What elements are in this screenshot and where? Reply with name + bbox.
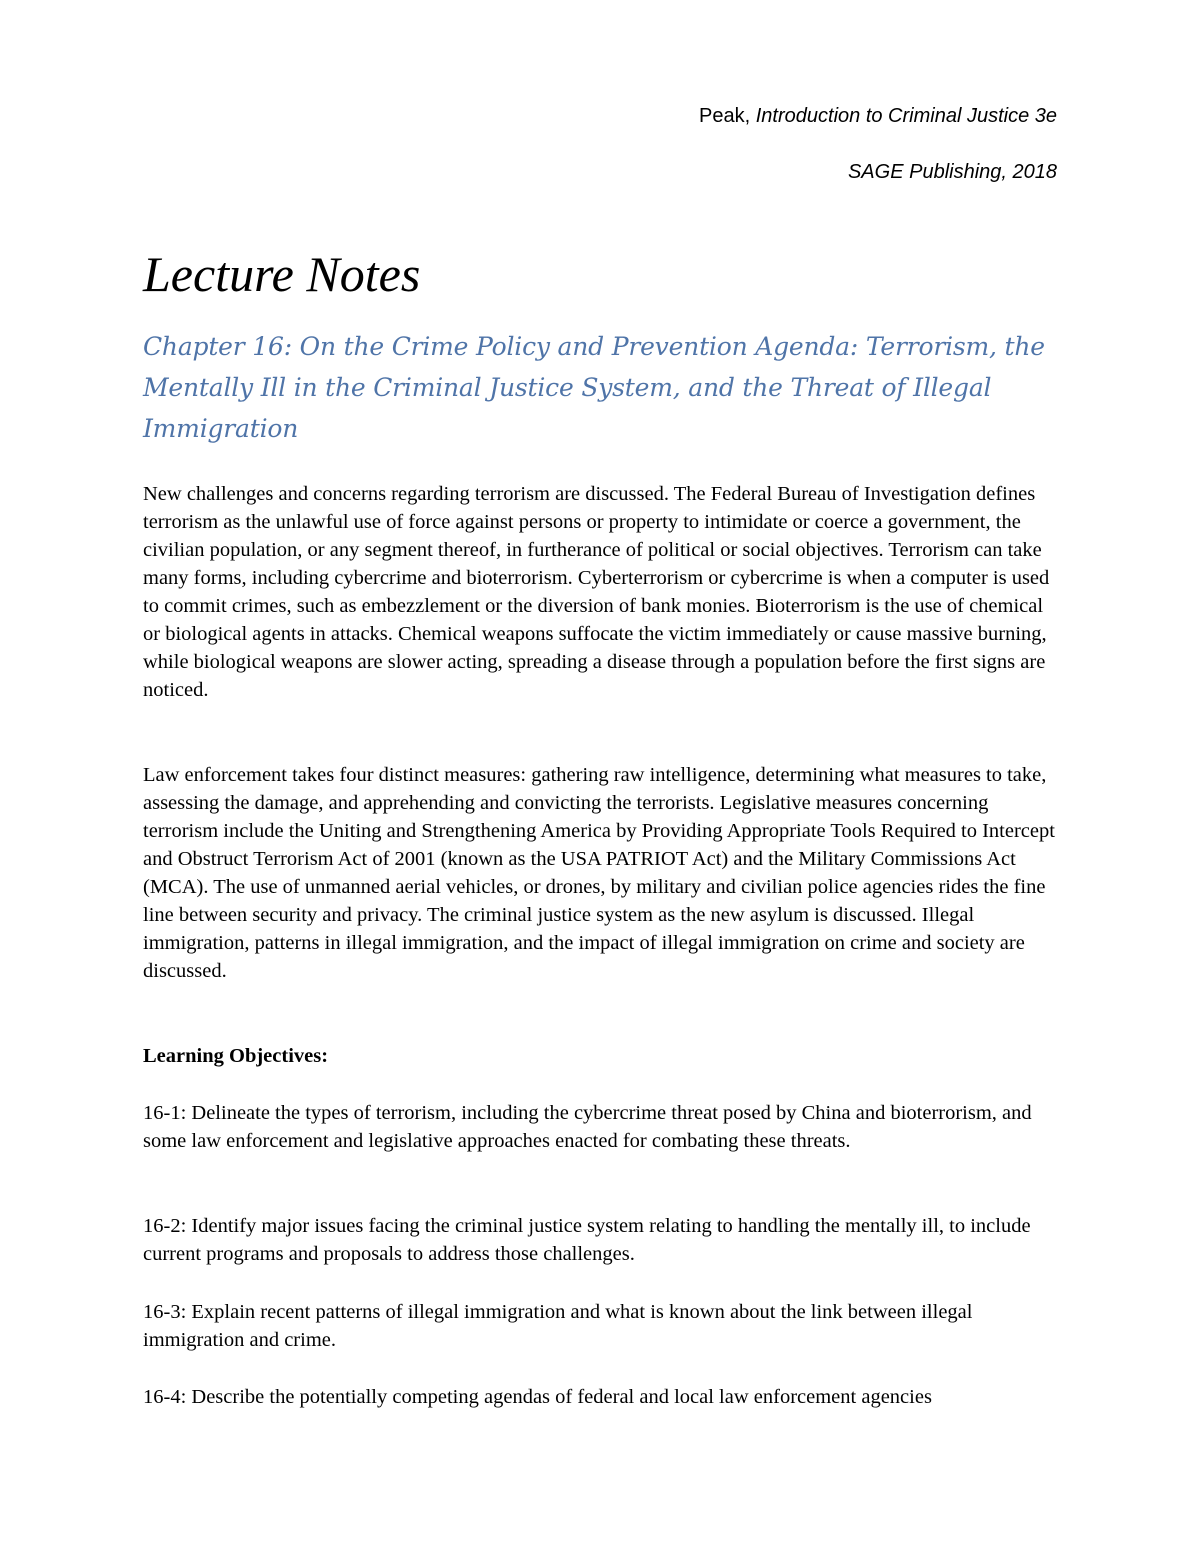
document-title: Lecture Notes [143, 246, 421, 302]
chapter-title: Chapter 16: On the Crime Policy and Prevention Agenda: Terrorism, the Mentally Ill in the Criminal Justice System, and the Threat of Illegal Immigration [143, 332, 1045, 443]
header-book-title: Introduction to Criminal Justice 3e [755, 105, 1057, 127]
learning-objective-16-2: 16-2: Identify major issues facing the criminal justice system relating to handling the mentally ill, to include current programs and proposals to address those challenges. [143, 1215, 1031, 1265]
body-paragraph-1: New challenges and concerns regarding terrorism are discussed. The Federal Bureau of Investigation defines terrorism as the unlawful use of force against persons or property to intimidate or coerce a government, the civilian population, or any segment thereof, in furtherance of political or social objectives. Terrorism can take many forms, including cybercrime and bioterrorism. Cyberterrorism or cybercrime is when a computer is used to commit crimes, such as embezzlement or the diversion of bank monies. Bioterrorism is the use of chemical or biological agents in attacks. Chemical weapons suffocate the victim immediately or cause massive burning, while biological weapons are slower acting, spreading a disease through a population before the first signs are noticed. [143, 483, 1050, 701]
running-header-book [699, 104, 1057, 128]
learning-objective-16-1: 16-1: Delineate the types of terrorism, including the cybercrime threat posed by China and bioterrorism, and some law enforcement and legislative approaches enacted for combating these threats. [143, 1102, 1032, 1152]
learning-objective-16-4: 16-4: Describe the potentially competing agendas of federal and local law enforcement agencies [143, 1386, 932, 1408]
body-paragraph-2: Law enforcement takes four distinct measures: gathering raw intelligence, determining what measures to take, assessing the damage, and apprehending and convicting the terrorists. Legislative measures concerning terrorism include the Uniting and Strengthening America by Providing Appropriate Tools Required to Intercept and Obstruct Terrorism Act of 2001 (known as the USA PATRIOT Act) and the Military Commissions Act (MCA). The use of unmanned aerial vehicles, or drones, by military and civilian police agencies rides the fine line between security and privacy. The criminal justice system as the new asylum is discussed. Illegal immigration, patterns in illegal immigration, and the impact of illegal immigration on crime and society are discussed. [143, 764, 1055, 982]
learning-objectives-heading: Learning Objectives: [143, 1045, 329, 1067]
header-author: Peak, [699, 105, 751, 127]
learning-objective-16-3: 16-3: Explain recent patterns of illegal immigration and what is known about the link between illegal immigration and crime. [143, 1301, 973, 1351]
running-header-publisher: SAGE Publishing, 2018 [847, 161, 1057, 183]
